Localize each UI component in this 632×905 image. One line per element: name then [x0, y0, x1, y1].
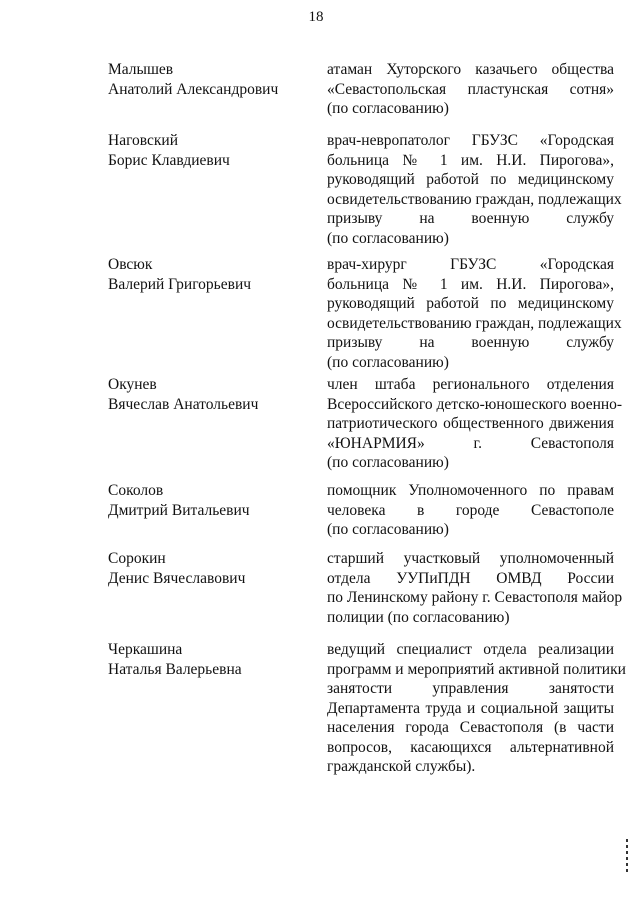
given-names: Вячеслав Анатольевич [108, 395, 259, 413]
role-line: «Севастопольская пластунская сотня» [327, 80, 614, 98]
person-name [108, 481, 308, 520]
role-line: больница № 1 им. Н.И. Пирогова», [327, 151, 614, 169]
role-line: призыву на военную службу [327, 334, 614, 351]
role-line: (по согласованию) [327, 521, 449, 538]
role-line: помощник Уполномоченного по правам [327, 482, 614, 499]
role-line: отдела УУПиПДН ОМВД России [327, 569, 614, 587]
role-line: патриотического общественного движения [327, 415, 614, 432]
position-description [327, 549, 623, 627]
role-line: врач-хирург ГБУЗС «Городская [327, 256, 614, 273]
person-name [108, 60, 308, 99]
surname: Окунев [108, 376, 157, 393]
person-name [108, 640, 308, 679]
role-line: врач-невропатолог ГБУЗС «Городская [327, 132, 614, 149]
role-line: больница № 1 им. Н.И. Пирогова», [327, 275, 614, 293]
role-line: (по согласованию) [327, 229, 449, 247]
role-line: (по согласованию) [327, 100, 449, 117]
surname: Овсюк [108, 256, 153, 273]
position-description [327, 255, 622, 372]
person-name [108, 375, 308, 414]
role-line: (по согласованию) [327, 353, 449, 371]
role-line: освидетельствованию граждан, подлежащих [327, 314, 622, 332]
person-name [108, 131, 308, 170]
role-line: гражданской службы). [327, 758, 476, 775]
surname: Наговский [108, 132, 179, 149]
role-line: атаман Хуторского казачьего общества [327, 61, 614, 78]
role-line: ведущий специалист отдела реализации [327, 641, 614, 658]
role-line: руководящий работой по медицинскому [327, 171, 614, 188]
role-line: член штаба регионального отделения [327, 376, 614, 393]
role-line: полиции (по согласованию) [327, 608, 510, 626]
page-number: 18 [308, 9, 324, 25]
position-description [327, 60, 614, 119]
role-line: (по согласованию) [327, 454, 449, 471]
given-names: Анатолий Александрович [108, 80, 279, 98]
surname: Малышев [108, 61, 174, 78]
role-line: человека в городе Севастополе [327, 501, 614, 519]
role-line: программ и мероприятий активной политики [327, 660, 626, 678]
role-line: старший участковый уполномоченный [327, 550, 614, 567]
given-names: Наталья Валерьевна [108, 660, 242, 678]
role-line: по Ленинскому району г. Севастополя майор [327, 589, 623, 606]
surname: Сорокин [108, 550, 166, 567]
role-line: вопросов, касающихся альтернативной [327, 738, 614, 756]
position-description [327, 481, 614, 540]
given-names: Дмитрий Витальевич [108, 501, 250, 519]
role-line: призыву на военную службу [327, 210, 614, 227]
person-name [108, 549, 308, 588]
given-names: Борис Клавдиевич [108, 151, 230, 169]
role-line: «ЮНАРМИЯ» г. Севастополя [327, 434, 614, 452]
position-description [327, 640, 626, 777]
surname: Соколов [108, 482, 164, 499]
role-line: освидетельствованию граждан, подлежащих [327, 190, 622, 208]
role-line: Всероссийского детско-юношеского военно- [327, 395, 623, 413]
given-names: Денис Вячеславович [108, 569, 246, 587]
role-line: населения города Севастополя (в части [327, 719, 614, 736]
role-line: Департамента труда и социальной защиты [327, 699, 614, 717]
person-name [108, 255, 308, 294]
role-line: руководящий работой по медицинскому [327, 295, 614, 312]
position-description [327, 131, 622, 248]
given-names: Валерий Григорьевич [108, 275, 252, 293]
surname: Черкашина [108, 641, 183, 658]
scan-edge-mark [626, 839, 628, 875]
position-description [327, 375, 623, 473]
role-line: занятости управления занятости [327, 680, 614, 697]
